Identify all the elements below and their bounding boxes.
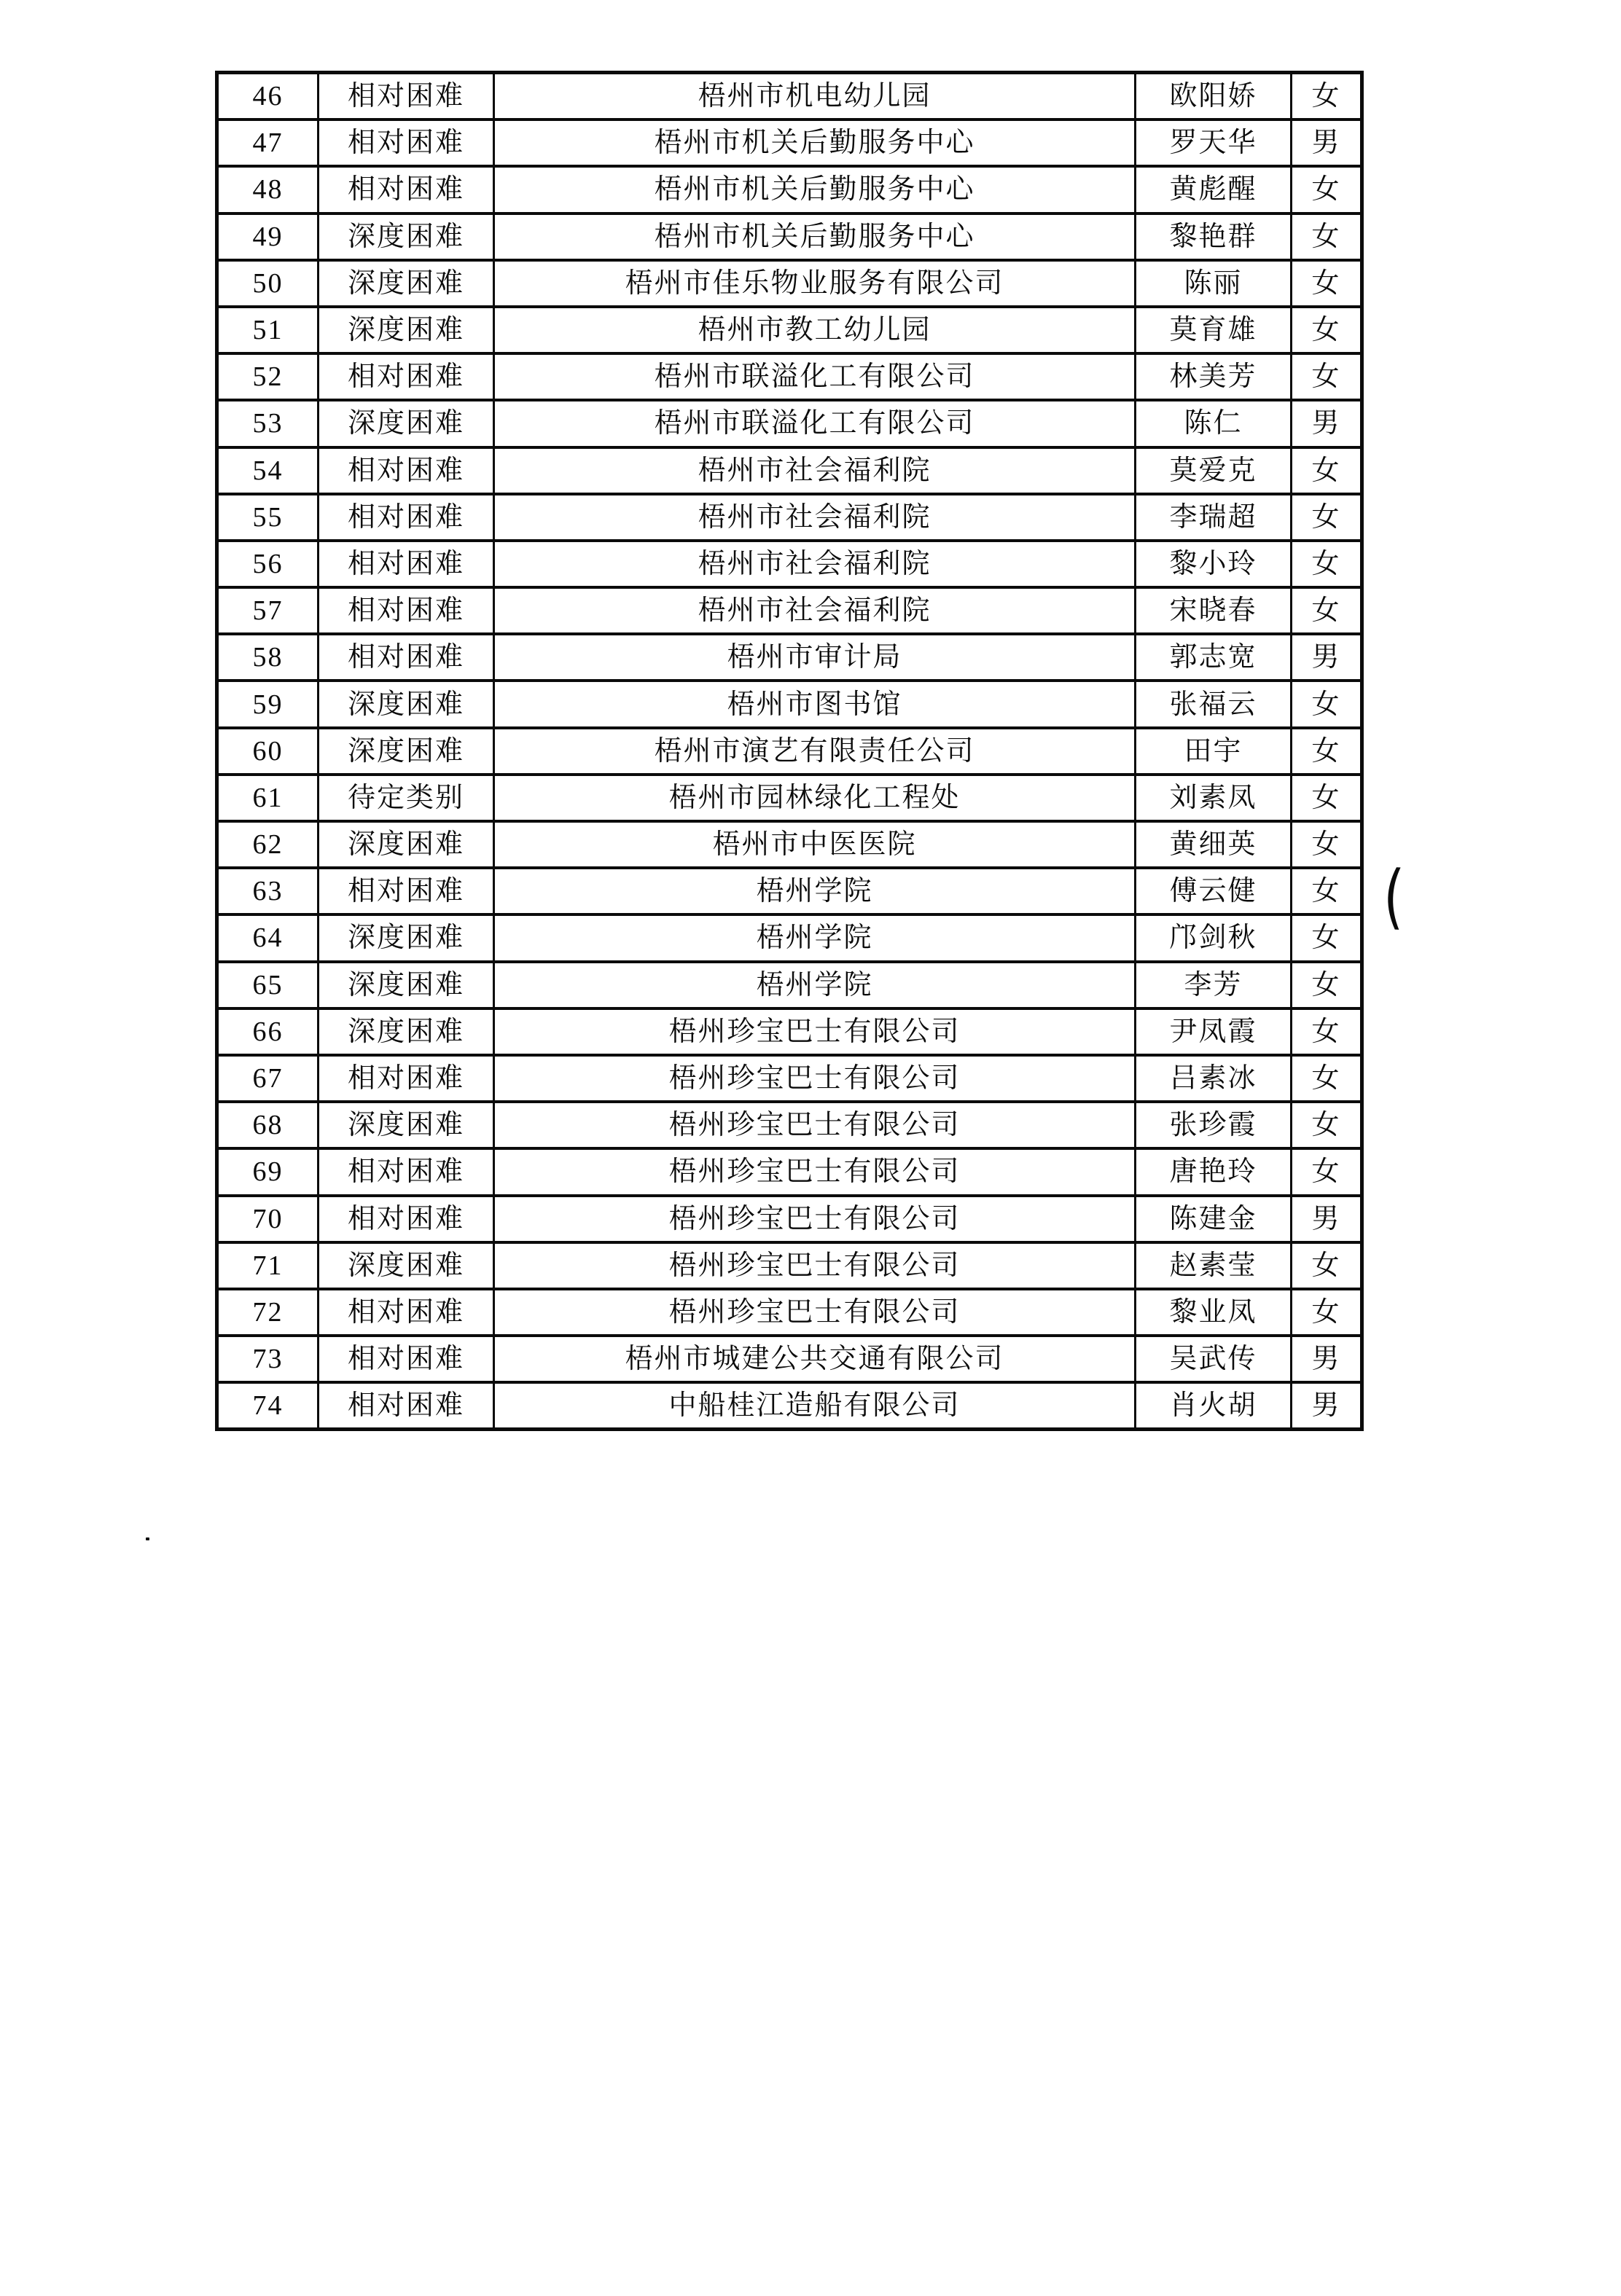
table-row bbox=[217, 1289, 1362, 1336]
row-number-cell: 47 bbox=[217, 119, 319, 166]
difficulty-category-cell: 相对困难 bbox=[319, 541, 494, 587]
table-row bbox=[217, 260, 1362, 307]
organization-cell: 梧州市社会福利院 bbox=[494, 447, 1136, 494]
row-number-cell: 72 bbox=[217, 1289, 319, 1336]
difficulty-category-cell: 相对困难 bbox=[319, 1196, 494, 1242]
table-row bbox=[217, 119, 1362, 166]
gender-cell: 男 bbox=[1292, 1336, 1362, 1382]
organization-cell: 梧州市园林绿化工程处 bbox=[494, 775, 1136, 821]
person-name-cell: 田宇 bbox=[1136, 728, 1292, 775]
organization-cell: 梧州珍宝巴士有限公司 bbox=[494, 1055, 1136, 1102]
difficulty-category-cell: 相对困难 bbox=[319, 447, 494, 494]
gender-cell: 女 bbox=[1292, 868, 1362, 914]
table-row bbox=[217, 307, 1362, 353]
table-row bbox=[217, 728, 1362, 775]
row-number-cell: 57 bbox=[217, 587, 319, 634]
gender-cell: 女 bbox=[1292, 213, 1362, 260]
gender-cell: 女 bbox=[1292, 681, 1362, 727]
gender-cell: 女 bbox=[1292, 307, 1362, 353]
difficulty-category-cell: 深度困难 bbox=[319, 962, 494, 1008]
person-name-cell: 黄细英 bbox=[1136, 821, 1292, 868]
organization-cell: 梧州市机关后勤服务中心 bbox=[494, 119, 1136, 166]
organization-cell: 梧州珍宝巴士有限公司 bbox=[494, 1148, 1136, 1195]
person-name-cell: 宋晓春 bbox=[1136, 587, 1292, 634]
row-number-cell: 69 bbox=[217, 1148, 319, 1195]
gender-cell: 女 bbox=[1292, 1148, 1362, 1195]
person-name-cell: 黎艳群 bbox=[1136, 213, 1292, 260]
gender-cell: 男 bbox=[1292, 400, 1362, 447]
organization-cell: 梧州市教工幼儿园 bbox=[494, 307, 1136, 353]
organization-cell: 梧州学院 bbox=[494, 962, 1136, 1008]
person-name-cell: 赵素莹 bbox=[1136, 1242, 1292, 1289]
table-row bbox=[217, 587, 1362, 634]
difficulty-category-cell: 深度困难 bbox=[319, 1008, 494, 1055]
gender-cell: 女 bbox=[1292, 1289, 1362, 1336]
table-row bbox=[217, 1382, 1362, 1430]
table-body bbox=[217, 73, 1362, 1430]
difficulty-category-cell: 待定类别 bbox=[319, 775, 494, 821]
gender-cell: 女 bbox=[1292, 494, 1362, 541]
difficulty-category-cell: 深度困难 bbox=[319, 1102, 494, 1148]
gender-cell: 女 bbox=[1292, 73, 1362, 120]
organization-cell: 梧州市城建公共交通有限公司 bbox=[494, 1336, 1136, 1382]
difficulty-category-cell: 深度困难 bbox=[319, 821, 494, 868]
row-number-cell: 66 bbox=[217, 1008, 319, 1055]
gender-cell: 男 bbox=[1292, 1196, 1362, 1242]
organization-cell: 梧州学院 bbox=[494, 868, 1136, 914]
difficulty-category-cell: 相对困难 bbox=[319, 494, 494, 541]
row-number-cell: 71 bbox=[217, 1242, 319, 1289]
gender-cell: 女 bbox=[1292, 447, 1362, 494]
person-name-cell: 傅云健 bbox=[1136, 868, 1292, 914]
person-name-cell: 邝剑秋 bbox=[1136, 914, 1292, 961]
organization-cell: 梧州市联溢化工有限公司 bbox=[494, 353, 1136, 400]
row-number-cell: 48 bbox=[217, 166, 319, 213]
table-row bbox=[217, 213, 1362, 260]
gender-cell: 女 bbox=[1292, 821, 1362, 868]
gender-cell: 女 bbox=[1292, 775, 1362, 821]
row-number-cell: 52 bbox=[217, 353, 319, 400]
table-row bbox=[217, 1242, 1362, 1289]
person-name-cell: 唐艳玲 bbox=[1136, 1148, 1292, 1195]
organization-cell: 梧州市中医医院 bbox=[494, 821, 1136, 868]
organization-cell: 梧州珍宝巴士有限公司 bbox=[494, 1242, 1136, 1289]
gender-cell: 女 bbox=[1292, 914, 1362, 961]
table-row bbox=[217, 1148, 1362, 1195]
person-name-cell: 欧阳娇 bbox=[1136, 73, 1292, 120]
gender-cell: 女 bbox=[1292, 353, 1362, 400]
table-row bbox=[217, 775, 1362, 821]
difficulty-category-cell: 相对困难 bbox=[319, 353, 494, 400]
organization-cell: 梧州市社会福利院 bbox=[494, 494, 1136, 541]
gender-cell: 女 bbox=[1292, 1242, 1362, 1289]
row-number-cell: 73 bbox=[217, 1336, 319, 1382]
table-row bbox=[217, 681, 1362, 727]
table-row bbox=[217, 447, 1362, 494]
organization-cell: 梧州市社会福利院 bbox=[494, 541, 1136, 587]
row-number-cell: 59 bbox=[217, 681, 319, 727]
difficulty-category-cell: 深度困难 bbox=[319, 1242, 494, 1289]
table-row bbox=[217, 494, 1362, 541]
difficulty-category-cell: 深度困难 bbox=[319, 307, 494, 353]
table-row bbox=[217, 1008, 1362, 1055]
organization-cell: 梧州市社会福利院 bbox=[494, 587, 1136, 634]
person-name-cell: 吕素冰 bbox=[1136, 1055, 1292, 1102]
organization-cell: 梧州珍宝巴士有限公司 bbox=[494, 1196, 1136, 1242]
difficulty-category-cell: 相对困难 bbox=[319, 868, 494, 914]
difficulty-category-cell: 相对困难 bbox=[319, 1382, 494, 1430]
difficulty-category-cell: 相对困难 bbox=[319, 1055, 494, 1102]
difficulty-category-cell: 相对困难 bbox=[319, 634, 494, 681]
organization-cell: 梧州市审计局 bbox=[494, 634, 1136, 681]
difficulty-category-cell: 相对困难 bbox=[319, 1148, 494, 1195]
organization-cell: 梧州珍宝巴士有限公司 bbox=[494, 1008, 1136, 1055]
row-number-cell: 46 bbox=[217, 73, 319, 120]
organization-cell: 梧州市机关后勤服务中心 bbox=[494, 166, 1136, 213]
gender-cell: 女 bbox=[1292, 260, 1362, 307]
difficulty-category-cell: 深度困难 bbox=[319, 213, 494, 260]
difficulty-category-cell: 深度困难 bbox=[319, 260, 494, 307]
person-name-cell: 黎业凤 bbox=[1136, 1289, 1292, 1336]
gender-cell: 女 bbox=[1292, 587, 1362, 634]
organization-cell: 梧州市机关后勤服务中心 bbox=[494, 213, 1136, 260]
difficulty-category-cell: 相对困难 bbox=[319, 1289, 494, 1336]
table-row bbox=[217, 166, 1362, 213]
person-name-cell: 郭志宽 bbox=[1136, 634, 1292, 681]
row-number-cell: 74 bbox=[217, 1382, 319, 1430]
difficulty-category-cell: 深度困难 bbox=[319, 914, 494, 961]
row-number-cell: 62 bbox=[217, 821, 319, 868]
row-number-cell: 65 bbox=[217, 962, 319, 1008]
table-row bbox=[217, 400, 1362, 447]
organization-cell: 梧州学院 bbox=[494, 914, 1136, 961]
person-name-cell: 黎小玲 bbox=[1136, 541, 1292, 587]
person-name-cell: 张珍霞 bbox=[1136, 1102, 1292, 1148]
organization-cell: 梧州市机电幼儿园 bbox=[494, 73, 1136, 120]
row-number-cell: 53 bbox=[217, 400, 319, 447]
row-number-cell: 55 bbox=[217, 494, 319, 541]
table-row bbox=[217, 962, 1362, 1008]
gender-cell: 女 bbox=[1292, 728, 1362, 775]
person-name-cell: 陈建金 bbox=[1136, 1196, 1292, 1242]
person-name-cell: 黄彪醒 bbox=[1136, 166, 1292, 213]
scan-speck bbox=[146, 1537, 149, 1540]
gender-cell: 女 bbox=[1292, 1055, 1362, 1102]
roster-table bbox=[215, 71, 1364, 1431]
organization-cell: 梧州市联溢化工有限公司 bbox=[494, 400, 1136, 447]
person-name-cell: 林美芳 bbox=[1136, 353, 1292, 400]
table-row bbox=[217, 73, 1362, 120]
table-row bbox=[217, 634, 1362, 681]
handwritten-paren-mark: ( bbox=[1382, 855, 1405, 938]
person-name-cell: 尹凤霞 bbox=[1136, 1008, 1292, 1055]
organization-cell: 梧州市演艺有限责任公司 bbox=[494, 728, 1136, 775]
organization-cell: 梧州市图书馆 bbox=[494, 681, 1136, 727]
difficulty-category-cell: 相对困难 bbox=[319, 1336, 494, 1382]
difficulty-category-cell: 相对困难 bbox=[319, 587, 494, 634]
row-number-cell: 60 bbox=[217, 728, 319, 775]
table-row bbox=[217, 1055, 1362, 1102]
person-name-cell: 张福云 bbox=[1136, 681, 1292, 727]
person-name-cell: 莫育雄 bbox=[1136, 307, 1292, 353]
organization-cell: 梧州珍宝巴士有限公司 bbox=[494, 1289, 1136, 1336]
person-name-cell: 吴武传 bbox=[1136, 1336, 1292, 1382]
row-number-cell: 58 bbox=[217, 634, 319, 681]
difficulty-category-cell: 深度困难 bbox=[319, 400, 494, 447]
person-name-cell: 李瑞超 bbox=[1136, 494, 1292, 541]
person-name-cell: 陈丽 bbox=[1136, 260, 1292, 307]
table-row bbox=[217, 1336, 1362, 1382]
gender-cell: 男 bbox=[1292, 634, 1362, 681]
difficulty-category-cell: 深度困难 bbox=[319, 728, 494, 775]
person-name-cell: 刘素凤 bbox=[1136, 775, 1292, 821]
gender-cell: 女 bbox=[1292, 166, 1362, 213]
gender-cell: 女 bbox=[1292, 1102, 1362, 1148]
row-number-cell: 50 bbox=[217, 260, 319, 307]
row-number-cell: 64 bbox=[217, 914, 319, 961]
row-number-cell: 63 bbox=[217, 868, 319, 914]
gender-cell: 女 bbox=[1292, 962, 1362, 1008]
table-row bbox=[217, 914, 1362, 961]
gender-cell: 男 bbox=[1292, 119, 1362, 166]
row-number-cell: 68 bbox=[217, 1102, 319, 1148]
person-name-cell: 罗天华 bbox=[1136, 119, 1292, 166]
row-number-cell: 70 bbox=[217, 1196, 319, 1242]
gender-cell: 女 bbox=[1292, 541, 1362, 587]
row-number-cell: 51 bbox=[217, 307, 319, 353]
difficulty-category-cell: 深度困难 bbox=[319, 681, 494, 727]
difficulty-category-cell: 相对困难 bbox=[319, 119, 494, 166]
row-number-cell: 56 bbox=[217, 541, 319, 587]
table-row bbox=[217, 1196, 1362, 1242]
row-number-cell: 54 bbox=[217, 447, 319, 494]
row-number-cell: 61 bbox=[217, 775, 319, 821]
row-number-cell: 49 bbox=[217, 213, 319, 260]
difficulty-category-cell: 相对困难 bbox=[319, 166, 494, 213]
organization-cell: 中船桂江造船有限公司 bbox=[494, 1382, 1136, 1430]
table-row bbox=[217, 868, 1362, 914]
person-name-cell: 陈仁 bbox=[1136, 400, 1292, 447]
row-number-cell: 67 bbox=[217, 1055, 319, 1102]
person-name-cell: 肖火胡 bbox=[1136, 1382, 1292, 1430]
organization-cell: 梧州市佳乐物业服务有限公司 bbox=[494, 260, 1136, 307]
organization-cell: 梧州珍宝巴士有限公司 bbox=[494, 1102, 1136, 1148]
table-row bbox=[217, 353, 1362, 400]
table-row bbox=[217, 1102, 1362, 1148]
difficulty-category-cell: 相对困难 bbox=[319, 73, 494, 120]
person-name-cell: 莫爱克 bbox=[1136, 447, 1292, 494]
gender-cell: 男 bbox=[1292, 1382, 1362, 1430]
table-row bbox=[217, 821, 1362, 868]
gender-cell: 女 bbox=[1292, 1008, 1362, 1055]
person-name-cell: 李芳 bbox=[1136, 962, 1292, 1008]
table-row bbox=[217, 541, 1362, 587]
